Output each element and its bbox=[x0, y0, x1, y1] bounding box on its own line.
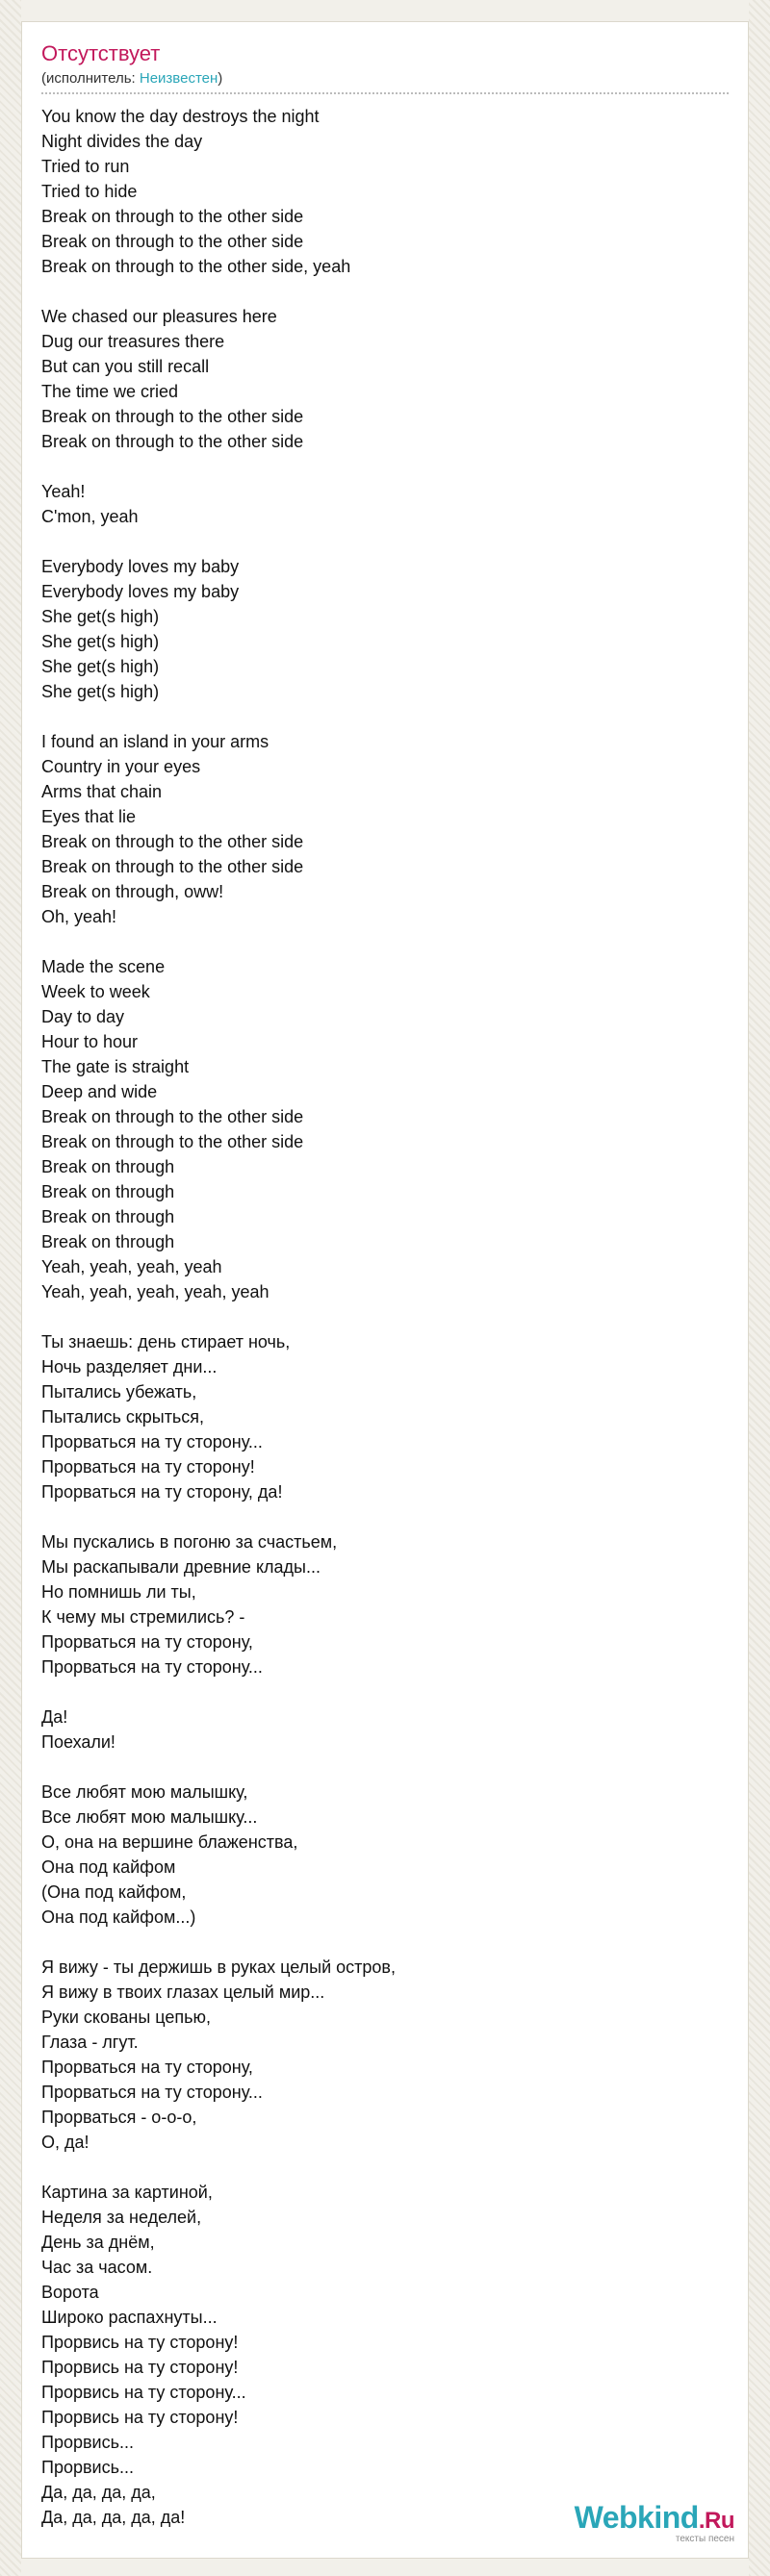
lyrics-card bbox=[21, 21, 749, 2559]
artist-suffix: ) bbox=[218, 70, 223, 87]
artist-prefix: (исполнитель: bbox=[41, 70, 140, 87]
lyrics-text: You know the day destroys the night Night divides the day Tried to run Tried to hide Break on through to the other side Break on through to the other side Break on through to the other side, yeah We chased our pleasures here Dug our treasures there But can you still recall The time we cried Break on through to the other side Break on through to the other side Yeah! C'mon, yeah Everybody loves my baby Everybody loves my baby She get(s high) She get(s high) She get(s high) She get(s high) I found an island in your arms Country in your eyes Arms that chain Eyes that lie Break on through to the other side Break on through to the other side Break on through, oww! Oh, yeah! Made the scene Week to week Day to day Hour to hour The gate is straight Deep and wide Break on through to the other side Break on through to the other side Break on through Break on through Break on through Break on through Yeah, yeah, yeah, yeah Yeah, yeah, yeah, yeah, yeah Ты знаешь: день стирает ночь, Ночь разделяет дни... Пытались убежать, Пытались скрыться, Прорваться на ту сторону... Прорваться на ту сторону! Прорваться на ту сторону, да! Мы пускались в погоню за счастьем, Мы раскапывали древние клады... Но помнишь ли ты, К чему мы стремились? - Прорваться на ту сторону, Прорваться на ту сторону... Да! Поехали! Все любят мою малышку, Все любят мою малышку... О, она на вершине блаженства, Она под кайфом (Она под кайфом, Она под кайфом...) Я вижу - ты держишь в руках целый остров, Я вижу в твоих глазах целый мир... Руки скованы цепью, Глаза - лгут. Прорваться на ту сторону, Прорваться на ту сторону... Прорваться - о-о-о, О, да! Картина за картиной, Неделя за неделей, День за днём, Час за часом. Ворота Широко распахнуты... Прорвись на ту сторону! Прорвись на ту сторону! Прорвись на ту сторону... Прорвись на ту сторону! Прорвись... Прорвись... Да, да, да, да, Да, да, да, да, да! bbox=[41, 107, 396, 2527]
site-logo[interactable] bbox=[575, 2500, 734, 2544]
logo-tld: .Ru bbox=[698, 2508, 734, 2534]
background-pattern-left bbox=[0, 0, 21, 2576]
artist-link[interactable]: Неизвестен bbox=[139, 70, 218, 87]
background-pattern-right bbox=[749, 0, 770, 2576]
divider bbox=[41, 92, 729, 94]
artist-line bbox=[41, 70, 222, 87]
logo-tagline: тексты песен bbox=[675, 2534, 734, 2544]
song-title: Отсутствует bbox=[41, 41, 161, 65]
logo-main-text: Webkind bbox=[574, 2500, 699, 2535]
